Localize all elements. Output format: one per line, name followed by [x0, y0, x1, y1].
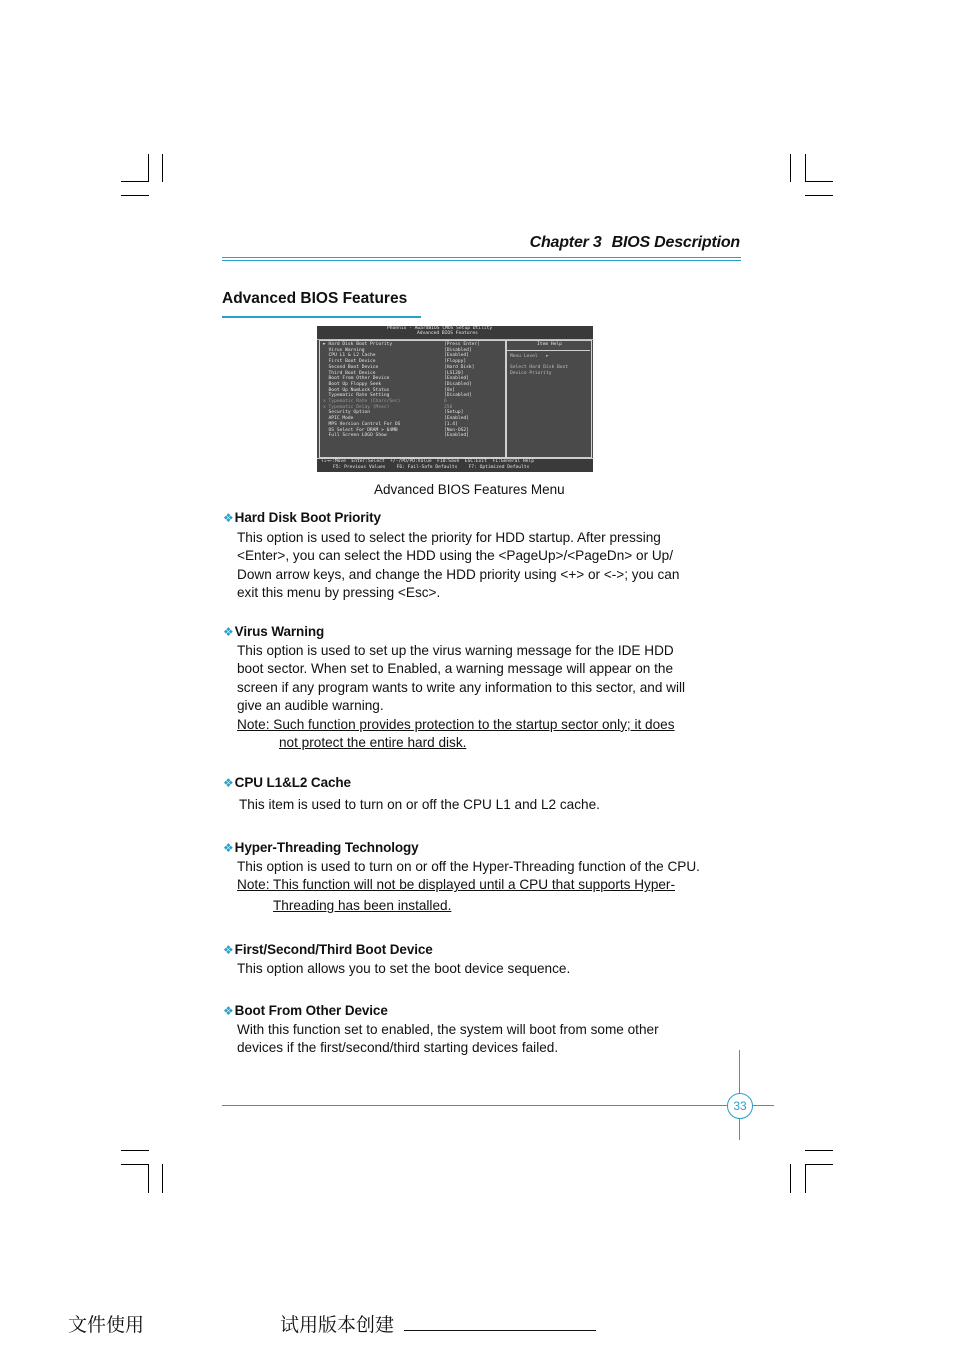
text-line: This option is used to turn on or off the Hyper-Threading function of the CPU. — [237, 859, 700, 874]
bios-item-value: 6 — [444, 399, 447, 404]
bios-item-value: [Non-OS2] — [444, 427, 469, 433]
item-title-hard-disk-boot-priority: ❖Hard Disk Boot Priority — [223, 510, 381, 525]
footer-mid-text: 试用版本创建 — [280, 1314, 395, 1336]
text-line: This item is used to turn on or off the CPU L1 and L2 cache. — [239, 797, 600, 812]
bios-item-label: ► Hard Disk Boot Priority — [323, 342, 393, 347]
note-text: Note: This function will not be displayed until a CPU that supports Hyper- — [237, 877, 675, 893]
bios-item-value: [Disabled] — [444, 347, 472, 353]
bios-item-label: x Typematic Delay (Msec) — [323, 404, 390, 410]
crop-mark — [148, 154, 149, 182]
crop-mark — [805, 195, 833, 196]
diamond-bullet-icon: ❖ — [223, 625, 234, 639]
item-body-hyper-threading — [237, 858, 743, 895]
bios-item-value: [Disabled] — [444, 381, 472, 387]
section-underline — [222, 316, 421, 318]
item-title-boot-other-device: ❖Boot From Other Device — [223, 1003, 388, 1018]
bios-item-value: [Press Enter] — [444, 342, 480, 347]
bios-item-label: Boot Up NumLock Status — [323, 387, 390, 393]
note-continuation: Threading has been installed. — [273, 898, 452, 913]
bios-item-label: APIC Mode — [323, 416, 354, 422]
item-title-cpu-cache: ❖CPU L1&L2 Cache — [223, 775, 351, 790]
text-line: devices if the first/second/third starting devices failed. — [237, 1040, 559, 1056]
crop-mark — [162, 1164, 163, 1193]
bios-item-value: [LS120] — [444, 370, 464, 376]
crop-mark — [805, 1150, 833, 1151]
chapter-number: Chapter 3 — [529, 234, 602, 251]
text-line: With this function set to enabled, the system will boot from some other — [237, 1022, 659, 1037]
bios-item-label: Third Boot Device — [323, 370, 376, 376]
bios-item-label: Boot From Other Device — [323, 376, 390, 382]
bios-help-title: Item Help — [537, 342, 562, 347]
crop-mark — [805, 1164, 806, 1193]
bios-item-label: Typematic Rate Setting — [323, 393, 390, 399]
bios-item-label: MPS Version Control For OS — [323, 421, 401, 427]
crop-mark — [790, 1164, 791, 1193]
bios-screenshot — [317, 326, 593, 472]
item-title-virus-warning: ❖Virus Warning — [223, 624, 325, 639]
item-title-hyper-threading: ❖Hyper-Threading Technology — [223, 840, 419, 855]
chapter-header — [530, 234, 740, 252]
crop-mark — [121, 1164, 149, 1165]
page-number-hline — [222, 1105, 774, 1106]
bios-item-label: CPU L1 & L2 Cache — [323, 353, 376, 359]
text-line: exit this menu by pressing <Esc>. — [237, 585, 441, 601]
bios-help-line: Device Priority — [510, 371, 552, 377]
bios-item-label: Second Boot Device — [323, 364, 379, 370]
crop-mark — [805, 181, 833, 182]
diamond-bullet-icon: ❖ — [223, 511, 234, 525]
bios-item-value: [Disabled] — [444, 393, 472, 399]
text-line: boot sector. When set to Enabled, a warning message will appear on the — [237, 661, 674, 677]
diamond-bullet-icon: ❖ — [223, 841, 234, 855]
crop-mark — [805, 154, 806, 182]
diamond-bullet-icon: ❖ — [223, 1004, 234, 1018]
text-line: <Enter>, you can select the HDD using the <PageUp>/<PageDn> or Up/ — [237, 548, 674, 564]
item-body-hard-disk-boot-priority — [237, 529, 743, 603]
bios-item-label: Security Option — [323, 410, 371, 416]
crop-mark — [162, 154, 163, 182]
crop-mark — [790, 154, 791, 182]
crop-mark — [121, 181, 149, 182]
text-line: This option is used to select the priority for HDD startup. After pressing — [237, 530, 661, 545]
text-line: Down arrow keys, and change the HDD priority using <+> or <->; you can — [237, 566, 680, 582]
bios-item-value: [Enabled] — [444, 433, 469, 439]
crop-mark — [148, 1164, 149, 1193]
item-body-boot-device — [237, 960, 743, 978]
bios-help-divider — [506, 350, 590, 351]
bios-item-value: [Enabled] — [444, 416, 469, 422]
bios-item-value: [Setup] — [444, 410, 464, 416]
bios-item-value: [Floppy] — [444, 359, 467, 365]
item-body-virus-warning — [237, 642, 743, 734]
bios-item-value: [On] — [444, 387, 456, 393]
note-text: Note: Such function provides protection to the startup sector only; it does — [237, 716, 675, 732]
text-line: This option allows you to set the boot device sequence. — [237, 961, 571, 976]
text-line: screen if any program wants to write any information to this sector, and will — [237, 679, 686, 695]
bios-item-label: First Boot Device — [323, 359, 376, 365]
item-body-boot-other-device — [237, 1021, 743, 1058]
crop-mark — [121, 1150, 149, 1151]
bios-title-line2: Advanced BIOS Features — [417, 331, 478, 336]
bios-item-value: [Enabled] — [444, 376, 469, 382]
crop-mark — [121, 195, 149, 196]
diamond-bullet-icon: ❖ — [223, 943, 234, 957]
footer-underline — [404, 1330, 596, 1331]
bios-footer-line2: F5: Previous Values F6: Fail-Safe Defaults F7: Optimized Defaults — [333, 465, 530, 470]
bios-item-label: Full Screen LOGO Show — [323, 433, 387, 439]
page-number: 33 — [727, 1093, 753, 1119]
bios-footer-line1: ↑↓→←:Move Enter:Select +/-/PU/PD:Value F10:Save ESC:Exit F1:General Help — [321, 459, 534, 464]
bios-help-line: Select Hard Disk Boot — [510, 365, 569, 371]
bios-item-label: Virus Warning — [323, 347, 365, 353]
footer-left-text: 文件使用 — [68, 1314, 145, 1336]
section-title: Advanced BIOS Features — [222, 290, 408, 307]
header-rule — [222, 257, 741, 258]
text-line: give an audible warning. — [237, 698, 384, 714]
bios-item-label: x Typematic Rate (Chars/Sec) — [323, 399, 401, 404]
crop-mark — [805, 1164, 833, 1165]
bios-help-line: Menu Level ► — [510, 354, 549, 359]
chapter-title: BIOS Description — [611, 234, 740, 251]
bios-item-value: [1.4] — [444, 421, 458, 427]
item-body-cpu-cache — [239, 796, 745, 814]
bios-item-value: 250 — [444, 404, 453, 410]
bios-item-value: [Hard Disk] — [444, 364, 475, 370]
bios-item-label: OS Select For DRAM > 64MB — [323, 427, 398, 433]
header-rule — [222, 260, 741, 261]
bios-item-label: Boot Up Floppy Seek — [323, 381, 382, 387]
item-title-boot-device: ❖First/Second/Third Boot Device — [223, 942, 433, 957]
bios-item-value: [Enabled] — [444, 353, 469, 359]
note-continuation: not protect the entire hard disk. — [279, 735, 467, 750]
diamond-bullet-icon: ❖ — [223, 776, 234, 790]
text-line: This option is used to set up the virus warning message for the IDE HDD — [237, 643, 674, 658]
figure-caption: Advanced BIOS Features Menu — [374, 482, 565, 497]
bios-title-line1: Phoenix - AwardBIOS CMOS Setup Utility — [387, 326, 493, 331]
